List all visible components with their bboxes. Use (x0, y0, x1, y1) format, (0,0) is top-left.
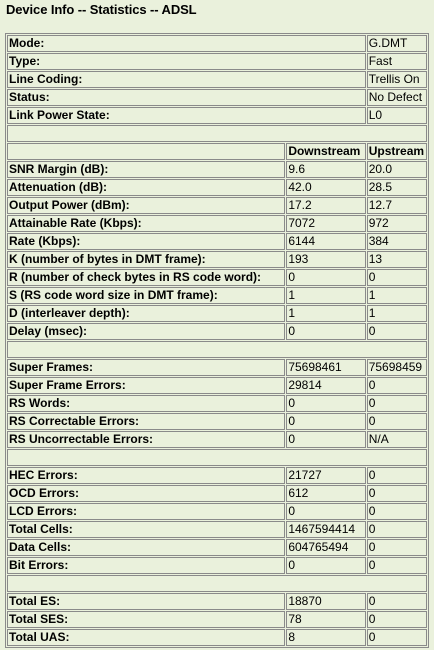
downstream-value: 21727 (286, 467, 365, 484)
stat-row (7, 233, 427, 250)
stat-row (7, 161, 427, 178)
downstream-value: 612 (286, 485, 365, 502)
upstream-value: 20.0 (367, 161, 427, 178)
row-label: Type: (7, 53, 366, 70)
downstream-value: 0 (286, 557, 365, 574)
stat-label: Total Cells: (7, 521, 285, 538)
stat-label: S (RS code word size in DMT frame): (7, 287, 285, 304)
header-blank-cell (7, 143, 285, 160)
stat-label: LCD Errors: (7, 503, 285, 520)
stat-label: Rate (Kbps): (7, 233, 285, 250)
upstream-value: 0 (367, 629, 427, 646)
upstream-value: 0 (367, 467, 427, 484)
stat-label: Total UAS: (7, 629, 285, 646)
stat-row (7, 557, 427, 574)
stat-row (7, 269, 427, 286)
upstream-value: 28.5 (367, 179, 427, 196)
downstream-value: 0 (286, 269, 365, 286)
downstream-value: 7072 (286, 215, 365, 232)
stat-row (7, 593, 427, 610)
spacer-row (7, 575, 427, 592)
upstream-value: N/A (367, 431, 427, 448)
downstream-value: 78 (286, 611, 365, 628)
spacer-cell (7, 341, 427, 358)
downstream-value: 0 (286, 413, 365, 430)
stat-label: HEC Errors: (7, 467, 285, 484)
stat-row (7, 197, 427, 214)
upstream-value: 75698459 (367, 359, 427, 376)
stat-row (7, 251, 427, 268)
downstream-value: 193 (286, 251, 365, 268)
stat-label: RS Words: (7, 395, 285, 412)
stat-label: Super Frames: (7, 359, 285, 376)
stat-row (7, 629, 427, 646)
upstream-value: 972 (367, 215, 427, 232)
stat-label: OCD Errors: (7, 485, 285, 502)
stat-label: K (number of bytes in DMT frame): (7, 251, 285, 268)
upstream-value: 0 (367, 593, 427, 610)
info-row (7, 35, 427, 52)
spacer-cell (7, 125, 427, 142)
downstream-value: 0 (286, 395, 365, 412)
downstream-value: 0 (286, 503, 365, 520)
upstream-value: 0 (367, 521, 427, 538)
row-value: No Defect (367, 89, 427, 106)
adsl-statistics-table (5, 33, 429, 648)
stat-label: RS Correctable Errors: (7, 413, 285, 430)
upstream-value: 0 (367, 611, 427, 628)
upstream-value: 0 (367, 485, 427, 502)
stat-row (7, 611, 427, 628)
column-header-row (7, 143, 427, 160)
downstream-value: 18870 (286, 593, 365, 610)
stat-row (7, 359, 427, 376)
stat-label: Total SES: (7, 611, 285, 628)
downstream-value: 17.2 (286, 197, 365, 214)
stat-row (7, 503, 427, 520)
stat-label: D (interleaver depth): (7, 305, 285, 322)
stat-row (7, 485, 427, 502)
info-row (7, 89, 427, 106)
upstream-header: Upstream (367, 143, 427, 160)
stat-label: RS Uncorrectable Errors: (7, 431, 285, 448)
stat-label: Bit Errors: (7, 557, 285, 574)
info-row (7, 71, 427, 88)
stat-label: Super Frame Errors: (7, 377, 285, 394)
stat-label: Attenuation (dB): (7, 179, 285, 196)
downstream-value: 9.6 (286, 161, 365, 178)
row-value: L0 (367, 107, 427, 124)
stat-row (7, 413, 427, 430)
info-row (7, 53, 427, 70)
upstream-value: 0 (367, 557, 427, 574)
row-value: G.DMT (367, 35, 427, 52)
stat-row (7, 521, 427, 538)
spacer-row (7, 125, 427, 142)
downstream-value: 42.0 (286, 179, 365, 196)
downstream-value: 8 (286, 629, 365, 646)
downstream-value: 0 (286, 323, 365, 340)
stat-label: Output Power (dBm): (7, 197, 285, 214)
upstream-value: 0 (367, 503, 427, 520)
stat-row (7, 215, 427, 232)
stat-row (7, 305, 427, 322)
downstream-value: 29814 (286, 377, 365, 394)
row-value: Trellis On (367, 71, 427, 88)
upstream-value: 0 (367, 377, 427, 394)
row-label: Status: (7, 89, 366, 106)
stat-label: SNR Margin (dB): (7, 161, 285, 178)
stat-label: Total ES: (7, 593, 285, 610)
downstream-value: 6144 (286, 233, 365, 250)
row-label: Mode: (7, 35, 366, 52)
row-value: Fast (367, 53, 427, 70)
upstream-value: 0 (367, 395, 427, 412)
stat-row (7, 179, 427, 196)
downstream-value: 0 (286, 431, 365, 448)
spacer-row (7, 341, 427, 358)
upstream-value: 0 (367, 269, 427, 286)
stat-label: Data Cells: (7, 539, 285, 556)
page-title: Device Info -- Statistics -- ADSL (6, 2, 197, 17)
stat-row (7, 395, 427, 412)
info-row (7, 107, 427, 124)
stat-row (7, 431, 427, 448)
stat-row (7, 377, 427, 394)
upstream-value: 0 (367, 539, 427, 556)
upstream-value: 13 (367, 251, 427, 268)
stat-row (7, 539, 427, 556)
upstream-value: 0 (367, 323, 427, 340)
downstream-value: 1 (286, 287, 365, 304)
upstream-value: 1 (367, 287, 427, 304)
downstream-value: 1467594414 (286, 521, 365, 538)
row-label: Line Coding: (7, 71, 366, 88)
spacer-row (7, 449, 427, 466)
row-label: Link Power State: (7, 107, 366, 124)
stat-row (7, 323, 427, 340)
upstream-value: 384 (367, 233, 427, 250)
upstream-value: 12.7 (367, 197, 427, 214)
stat-row (7, 467, 427, 484)
downstream-header: Downstream (286, 143, 365, 160)
upstream-value: 1 (367, 305, 427, 322)
downstream-value: 604765494 (286, 539, 365, 556)
spacer-cell (7, 575, 427, 592)
downstream-value: 75698461 (286, 359, 365, 376)
stat-label: R (number of check bytes in RS code word): (7, 269, 285, 286)
stat-label: Attainable Rate (Kbps): (7, 215, 285, 232)
stat-label: Delay (msec): (7, 323, 285, 340)
spacer-cell (7, 449, 427, 466)
stat-row (7, 287, 427, 304)
downstream-value: 1 (286, 305, 365, 322)
upstream-value: 0 (367, 413, 427, 430)
